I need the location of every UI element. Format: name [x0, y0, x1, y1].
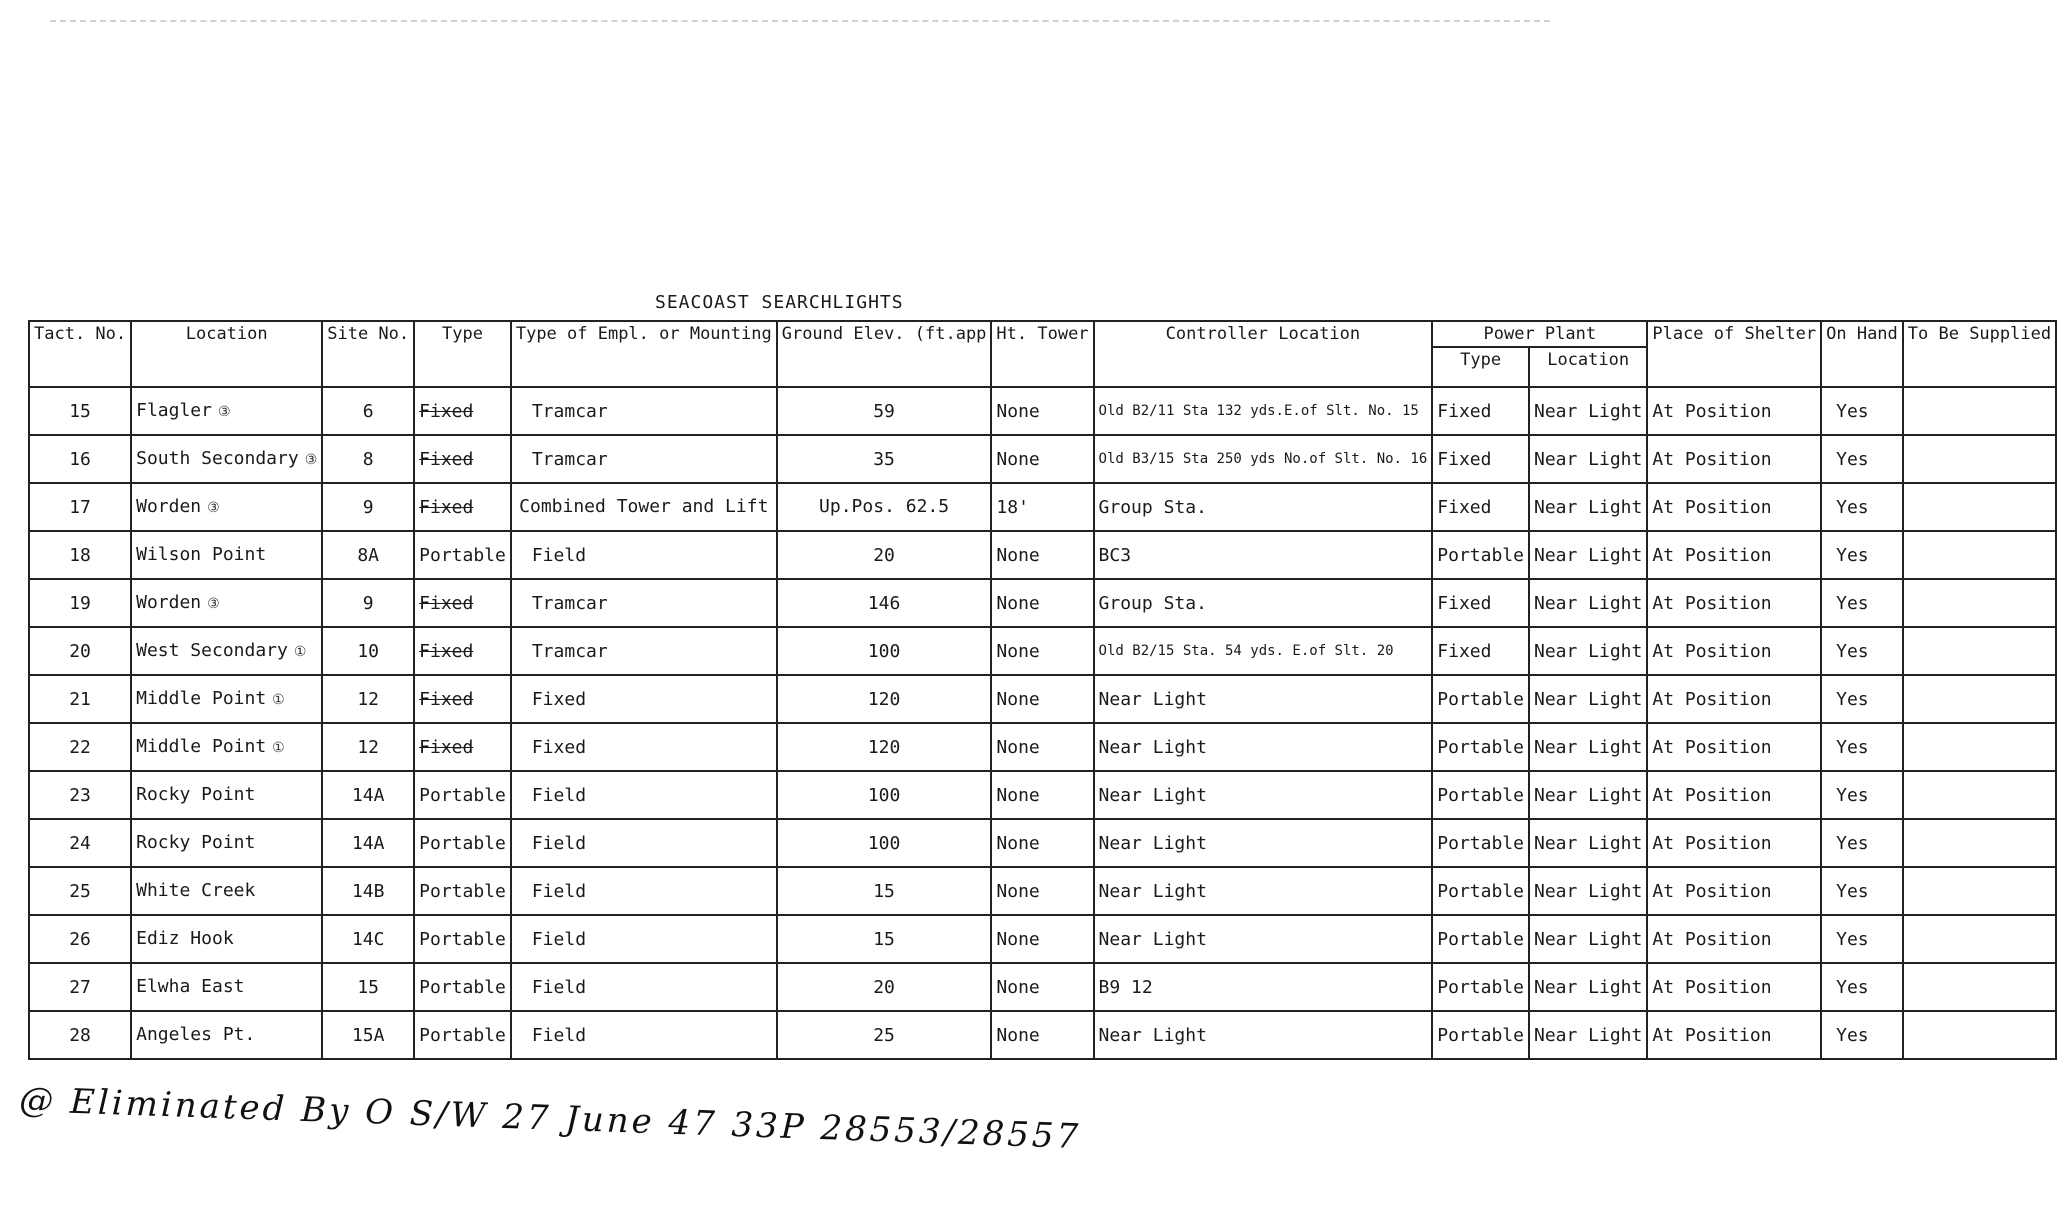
cell-location — [131, 819, 322, 867]
cell-place-of-shelter: At Position — [1647, 531, 1821, 579]
cell-location — [131, 1011, 322, 1059]
cell-on-hand: Yes — [1821, 483, 1903, 531]
cell-location — [131, 723, 322, 771]
cell-power-location: Near Light — [1529, 483, 1647, 531]
cell-power-location: Near Light — [1529, 963, 1647, 1011]
cell-ht-tower: None — [991, 819, 1093, 867]
cell-ht-tower: None — [991, 867, 1093, 915]
cell-ground-elev: 100 — [777, 627, 992, 675]
location-text: Middle Point — [136, 735, 267, 757]
cell-location — [131, 675, 322, 723]
header-location: Location — [131, 321, 322, 387]
cell-ground-elev: 120 — [777, 723, 992, 771]
cell-tact-no: 24 — [29, 819, 131, 867]
cell-place-of-shelter: At Position — [1647, 723, 1821, 771]
header-power-location: Location — [1529, 347, 1647, 387]
cell-power-type: Portable — [1432, 915, 1529, 963]
cell-tact-no: 17 — [29, 483, 131, 531]
cell-mounting: Field — [511, 531, 777, 579]
cell-location — [131, 867, 322, 915]
cell-to-be-supplied — [1903, 483, 2056, 531]
footnote-mark: ① — [272, 691, 285, 708]
cell-mounting: Field — [511, 1011, 777, 1059]
cell-controller-location: Near Light — [1094, 723, 1433, 771]
cell-location — [131, 771, 322, 819]
table-row — [29, 963, 2056, 1011]
cell-power-type: Portable — [1432, 771, 1529, 819]
cell-ground-elev: 100 — [777, 771, 992, 819]
cell-mounting: Tramcar — [511, 579, 777, 627]
cell-mounting: Tramcar — [511, 627, 777, 675]
cell-ground-elev: 120 — [777, 675, 992, 723]
cell-type: Fixed — [414, 387, 511, 435]
cell-on-hand: Yes — [1821, 627, 1903, 675]
header-controller-location: Controller Location — [1094, 321, 1433, 387]
location-text: Wilson Point — [136, 544, 267, 565]
cell-power-location: Near Light — [1529, 1011, 1647, 1059]
cell-tact-no: 18 — [29, 531, 131, 579]
cell-mounting: Field — [511, 915, 777, 963]
cell-to-be-supplied — [1903, 531, 2056, 579]
cell-tact-no: 15 — [29, 387, 131, 435]
cell-ht-tower: None — [991, 723, 1093, 771]
cell-place-of-shelter: At Position — [1647, 435, 1821, 483]
header-place-of-shelter: Place of Shelter — [1647, 321, 1821, 387]
cell-to-be-supplied — [1903, 387, 2056, 435]
location-text: Angeles Pt. — [136, 1024, 256, 1045]
cell-on-hand: Yes — [1821, 963, 1903, 1011]
location-text: Rocky Point — [136, 784, 256, 805]
header-power-plant: Power Plant — [1432, 321, 1647, 347]
cell-to-be-supplied — [1903, 723, 2056, 771]
cell-location — [131, 963, 322, 1011]
cell-tact-no: 23 — [29, 771, 131, 819]
cell-ht-tower: None — [991, 915, 1093, 963]
cell-on-hand: Yes — [1821, 723, 1903, 771]
cell-type: Portable — [414, 1011, 511, 1059]
cell-controller-location: Near Light — [1094, 675, 1433, 723]
cell-ht-tower: None — [991, 1011, 1093, 1059]
handwritten-note: @ Eliminated By O S/W 27 June 47 33P 28553/28557 — [18, 1080, 1082, 1158]
header-power-type: Type — [1432, 347, 1529, 387]
cell-to-be-supplied — [1903, 627, 2056, 675]
cell-location — [131, 531, 322, 579]
cell-site-no: 14A — [322, 819, 414, 867]
cell-on-hand: Yes — [1821, 387, 1903, 435]
cell-site-no: 8A — [322, 531, 414, 579]
cell-site-no: 9 — [322, 579, 414, 627]
cell-on-hand: Yes — [1821, 531, 1903, 579]
cell-to-be-supplied — [1903, 675, 2056, 723]
header-ground-elev: Ground Elev. (ft.app — [777, 321, 992, 387]
cell-on-hand: Yes — [1821, 867, 1903, 915]
scan-artifact-dashes — [50, 20, 1550, 32]
cell-mounting: Fixed — [511, 675, 777, 723]
cell-location — [131, 435, 322, 483]
cell-place-of-shelter: At Position — [1647, 915, 1821, 963]
cell-controller-location: Group Sta. — [1094, 579, 1433, 627]
location-text: South Secondary — [136, 447, 299, 469]
footnote-mark: ③ — [304, 451, 318, 468]
cell-mounting: Combined Tower and Lift — [511, 483, 777, 531]
cell-power-location: Near Light — [1529, 579, 1647, 627]
cell-to-be-supplied — [1903, 963, 2056, 1011]
table-row — [29, 531, 2056, 579]
cell-place-of-shelter: At Position — [1647, 627, 1821, 675]
cell-place-of-shelter: At Position — [1647, 1011, 1821, 1059]
cell-site-no: 12 — [322, 675, 414, 723]
cell-mounting: Tramcar — [511, 387, 777, 435]
cell-power-location: Near Light — [1529, 531, 1647, 579]
cell-power-type: Portable — [1432, 867, 1529, 915]
cell-site-no: 14A — [322, 771, 414, 819]
header-tact-no: Tact. No. — [29, 321, 131, 387]
cell-to-be-supplied — [1903, 435, 2056, 483]
cell-ht-tower: None — [991, 387, 1093, 435]
cell-type: Fixed — [414, 723, 511, 771]
table-row — [29, 915, 2056, 963]
table-row — [29, 867, 2056, 915]
footnote-mark: ③ — [207, 499, 220, 516]
table-body — [29, 387, 2056, 1059]
cell-mounting: Tramcar — [511, 435, 777, 483]
cell-ground-elev: 25 — [777, 1011, 992, 1059]
cell-on-hand: Yes — [1821, 675, 1903, 723]
cell-ht-tower: None — [991, 579, 1093, 627]
cell-mounting: Field — [511, 819, 777, 867]
cell-ground-elev: 59 — [777, 387, 992, 435]
cell-controller-location: Near Light — [1094, 1011, 1433, 1059]
cell-power-type: Portable — [1432, 819, 1529, 867]
cell-location — [131, 387, 322, 435]
header-on-hand: On Hand — [1821, 321, 1903, 387]
table-row — [29, 723, 2056, 771]
header-site-no: Site No. — [322, 321, 414, 387]
cell-ground-elev: 100 — [777, 819, 992, 867]
cell-site-no: 9 — [322, 483, 414, 531]
location-text: White Creek — [136, 880, 256, 901]
cell-mounting: Field — [511, 963, 777, 1011]
cell-place-of-shelter: At Position — [1647, 963, 1821, 1011]
table-row — [29, 387, 2056, 435]
cell-controller-location: B9 12 — [1094, 963, 1433, 1011]
cell-place-of-shelter: At Position — [1647, 675, 1821, 723]
cell-power-type: Portable — [1432, 963, 1529, 1011]
cell-tact-no: 16 — [29, 435, 131, 483]
cell-power-location: Near Light — [1529, 675, 1647, 723]
cell-to-be-supplied — [1903, 771, 2056, 819]
header-type-of-empl: Type of Empl. or Mounting — [511, 321, 777, 387]
cell-place-of-shelter: At Position — [1647, 771, 1821, 819]
cell-tact-no: 22 — [29, 723, 131, 771]
table-row — [29, 1011, 2056, 1059]
cell-ground-elev: 15 — [777, 915, 992, 963]
location-text: Rocky Point — [136, 832, 256, 853]
cell-type: Fixed — [414, 483, 511, 531]
cell-power-location: Near Light — [1529, 771, 1647, 819]
cell-ht-tower: None — [991, 627, 1093, 675]
cell-ground-elev: 15 — [777, 867, 992, 915]
cell-tact-no: 27 — [29, 963, 131, 1011]
cell-ht-tower: None — [991, 435, 1093, 483]
cell-on-hand: Yes — [1821, 1011, 1903, 1059]
cell-type: Portable — [414, 531, 511, 579]
table-row — [29, 435, 2056, 483]
table-row — [29, 771, 2056, 819]
cell-ht-tower: None — [991, 963, 1093, 1011]
footnote-mark: ① — [293, 643, 307, 660]
cell-on-hand: Yes — [1821, 771, 1903, 819]
cell-ht-tower: 18' — [991, 483, 1093, 531]
cell-type: Portable — [414, 915, 511, 963]
cell-power-type: Fixed — [1432, 387, 1529, 435]
cell-site-no: 15A — [322, 1011, 414, 1059]
table-row — [29, 819, 2056, 867]
table-header — [29, 321, 2056, 387]
cell-power-location: Near Light — [1529, 867, 1647, 915]
cell-location — [131, 483, 322, 531]
header-type: Type — [414, 321, 511, 387]
cell-power-location: Near Light — [1529, 627, 1647, 675]
cell-tact-no: 26 — [29, 915, 131, 963]
cell-ground-elev: 35 — [777, 435, 992, 483]
location-text: West Secondary — [136, 639, 288, 661]
location-text: Worden — [136, 495, 202, 517]
cell-power-type: Portable — [1432, 723, 1529, 771]
cell-place-of-shelter: At Position — [1647, 387, 1821, 435]
document-title: SEACOAST SEARCHLIGHTS — [655, 292, 904, 313]
cell-site-no: 15 — [322, 963, 414, 1011]
cell-controller-location: Near Light — [1094, 771, 1433, 819]
cell-on-hand: Yes — [1821, 435, 1903, 483]
cell-to-be-supplied — [1903, 579, 2056, 627]
cell-ht-tower: None — [991, 675, 1093, 723]
cell-power-location: Near Light — [1529, 819, 1647, 867]
header-to-be-supplied: To Be Supplied — [1903, 321, 2056, 387]
footnote-mark: ③ — [207, 595, 220, 612]
cell-tact-no: 19 — [29, 579, 131, 627]
cell-location — [131, 579, 322, 627]
cell-to-be-supplied — [1903, 819, 2056, 867]
cell-place-of-shelter: At Position — [1647, 579, 1821, 627]
header-ht-tower: Ht. Tower — [991, 321, 1093, 387]
cell-tact-no: 20 — [29, 627, 131, 675]
cell-power-location: Near Light — [1529, 387, 1647, 435]
cell-power-type: Fixed — [1432, 483, 1529, 531]
cell-power-type: Fixed — [1432, 627, 1529, 675]
location-text: Worden — [136, 591, 202, 613]
cell-on-hand: Yes — [1821, 819, 1903, 867]
cell-power-location: Near Light — [1529, 435, 1647, 483]
cell-type: Fixed — [414, 579, 511, 627]
location-text: Middle Point — [136, 687, 267, 709]
cell-to-be-supplied — [1903, 915, 2056, 963]
cell-power-type: Portable — [1432, 675, 1529, 723]
cell-ht-tower: None — [991, 771, 1093, 819]
searchlights-table — [28, 320, 2057, 1060]
cell-controller-location: Old B2/11 Sta 132 yds.E.of Slt. No. 15 — [1094, 387, 1433, 435]
cell-to-be-supplied — [1903, 1011, 2056, 1059]
table-row — [29, 627, 2056, 675]
cell-power-type: Portable — [1432, 1011, 1529, 1059]
cell-type: Portable — [414, 963, 511, 1011]
table-row — [29, 579, 2056, 627]
cell-mounting: Fixed — [511, 723, 777, 771]
cell-power-type: Portable — [1432, 531, 1529, 579]
cell-power-type: Fixed — [1432, 579, 1529, 627]
footnote-mark: ③ — [217, 403, 231, 420]
cell-site-no: 8 — [322, 435, 414, 483]
cell-type: Portable — [414, 771, 511, 819]
cell-controller-location: Group Sta. — [1094, 483, 1433, 531]
cell-site-no: 12 — [322, 723, 414, 771]
cell-ground-elev: 20 — [777, 963, 992, 1011]
cell-site-no: 14B — [322, 867, 414, 915]
cell-power-location: Near Light — [1529, 915, 1647, 963]
cell-type: Portable — [414, 867, 511, 915]
table-row — [29, 483, 2056, 531]
cell-location — [131, 627, 322, 675]
cell-location — [131, 915, 322, 963]
cell-controller-location: Near Light — [1094, 915, 1433, 963]
cell-type: Fixed — [414, 435, 511, 483]
cell-place-of-shelter: At Position — [1647, 483, 1821, 531]
cell-ht-tower: None — [991, 531, 1093, 579]
cell-controller-location: Old B2/15 Sta. 54 yds. E.of Slt. 20 — [1094, 627, 1433, 675]
cell-tact-no: 21 — [29, 675, 131, 723]
cell-on-hand: Yes — [1821, 579, 1903, 627]
cell-on-hand: Yes — [1821, 915, 1903, 963]
footnote-mark: ① — [272, 739, 285, 756]
cell-type: Fixed — [414, 675, 511, 723]
cell-power-location: Near Light — [1529, 723, 1647, 771]
cell-mounting: Field — [511, 867, 777, 915]
location-text: Flagler — [136, 399, 212, 421]
cell-tact-no: 25 — [29, 867, 131, 915]
cell-type: Portable — [414, 819, 511, 867]
location-text: Elwha East — [136, 976, 245, 997]
cell-ground-elev: 20 — [777, 531, 992, 579]
cell-power-type: Fixed — [1432, 435, 1529, 483]
cell-site-no: 14C — [322, 915, 414, 963]
location-text: Ediz Hook — [136, 928, 234, 949]
cell-type: Fixed — [414, 627, 511, 675]
cell-ground-elev: 146 — [777, 579, 992, 627]
cell-controller-location: Near Light — [1094, 867, 1433, 915]
cell-ground-elev: Up.Pos. 62.5 — [777, 483, 992, 531]
cell-site-no: 6 — [322, 387, 414, 435]
cell-place-of-shelter: At Position — [1647, 867, 1821, 915]
table-row — [29, 675, 2056, 723]
cell-mounting: Field — [511, 771, 777, 819]
cell-site-no: 10 — [322, 627, 414, 675]
cell-controller-location: BC3 — [1094, 531, 1433, 579]
cell-tact-no: 28 — [29, 1011, 131, 1059]
cell-place-of-shelter: At Position — [1647, 819, 1821, 867]
cell-controller-location: Old B3/15 Sta 250 yds No.of Slt. No. 16 — [1094, 435, 1433, 483]
cell-to-be-supplied — [1903, 867, 2056, 915]
cell-controller-location: Near Light — [1094, 819, 1433, 867]
